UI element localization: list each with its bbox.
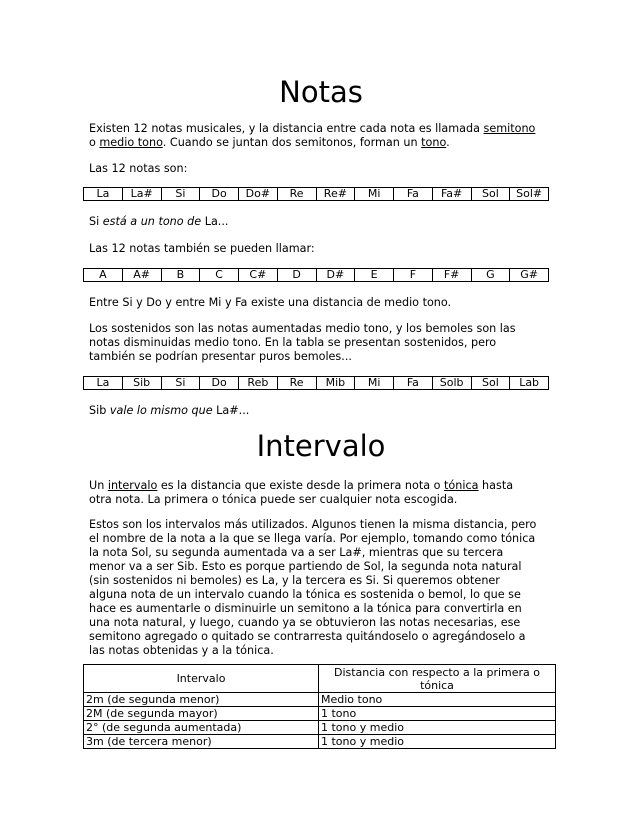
note-cell: Sol: [471, 377, 510, 390]
intervals-table: [83, 664, 556, 749]
note-cell: Lab: [510, 377, 549, 390]
table-row: [84, 269, 549, 282]
paragraph-medio-tono: Entre Si y Do y entre Mi y Fa existe una distancia de medio tono.: [89, 296, 452, 309]
interval-distance-cell: 1 tono y medio: [319, 721, 556, 735]
paragraph-sib: [89, 404, 553, 418]
text: Existen 12 notas musicales, y la distancia entre cada nota es llamada: [89, 122, 484, 135]
paragraph-si-la: [89, 215, 553, 229]
text-italic: está a un tono de: [102, 215, 202, 228]
link-tonica[interactable]: tónica: [444, 479, 479, 492]
text: .: [446, 136, 450, 149]
text: o: [89, 136, 100, 149]
link-medio-tono[interactable]: medio tono: [99, 136, 163, 149]
note-cell: Si: [161, 188, 200, 201]
note-cell: Fa#: [432, 188, 471, 201]
table-row: [84, 735, 556, 749]
interval-distance-cell: 1 tono y medio: [319, 735, 556, 749]
note-cell: A: [84, 269, 123, 282]
note-cell: Do#: [239, 188, 278, 201]
title-notas: Notas: [279, 75, 363, 109]
note-cell: La: [84, 377, 123, 390]
note-cell: E: [355, 269, 394, 282]
text-italic: vale lo mismo que: [109, 404, 213, 417]
link-tono[interactable]: tono: [421, 136, 447, 149]
note-cell: G#: [510, 269, 549, 282]
note-cell: A#: [122, 269, 161, 282]
note-cell: G: [471, 269, 510, 282]
text: Un: [89, 479, 108, 492]
note-cell: Mib: [316, 377, 355, 390]
interval-name-cell: 2° (de segunda aumentada): [84, 721, 319, 735]
text: Los sostenidos son las notas aumentadas medio tono, y los bemoles son las: [89, 322, 516, 335]
interval-distance-cell: Medio tono: [319, 693, 556, 707]
text: La...: [201, 215, 229, 228]
text: Si: [89, 215, 103, 228]
note-cell: D#: [316, 269, 355, 282]
note-cell: Mi: [355, 377, 394, 390]
note-cell: Sol: [471, 188, 510, 201]
note-cell: B: [161, 269, 200, 282]
text-line: el nombre de la nota a la que se llega varía. Por ejemplo, tomando como tónica: [89, 532, 536, 545]
note-cell: Re: [277, 188, 316, 201]
interval-name-cell: 2M (de segunda mayor): [84, 707, 319, 721]
note-cell: Fa: [394, 377, 433, 390]
link-semitono[interactable]: semitono: [483, 122, 536, 135]
text: . Cuando se juntan dos semitonos, forman un: [162, 136, 422, 149]
note-cell: Solb: [432, 377, 471, 390]
text: hasta: [478, 479, 514, 492]
text-line: hace es aumentarle o disminuirle un semitono a la tónica para convertirla en: [89, 602, 522, 615]
text: Sib: [89, 404, 110, 417]
text-line: las notas obtenidas y a la tónica.: [89, 644, 274, 657]
notes-table-2: [83, 268, 549, 282]
notes-table-1: [83, 187, 549, 201]
table-row: [84, 693, 556, 707]
note-cell: Re#: [316, 188, 355, 201]
table-row: [84, 721, 556, 735]
table-header-row: [84, 665, 556, 693]
note-cell: C: [200, 269, 239, 282]
note-cell: Si: [161, 377, 200, 390]
note-cell: La: [84, 188, 123, 201]
note-cell: F#: [432, 269, 471, 282]
paragraph-notas-intro: Las 12 notas son:: [89, 162, 188, 175]
interval-distance-cell: 1 tono: [319, 707, 556, 721]
note-cell: C#: [239, 269, 278, 282]
paragraph-sostenidos: [89, 322, 553, 364]
text-line: la nota Sol, su segunda aumentada va a ser La#, mientras que su tercera: [89, 546, 504, 559]
text: también se podrían presentar puros bemoles...: [89, 350, 352, 363]
text: otra nota. La primera o tónica puede ser cualquier nota escogida.: [89, 493, 458, 506]
note-cell: Fa: [394, 188, 433, 201]
link-intervalo[interactable]: intervalo: [107, 479, 158, 492]
text-line: una nota natural, y luego, cuando ya se obtuvieron las notas necesarias, ese: [89, 616, 521, 629]
interval-name-cell: 3m (de tercera menor): [84, 735, 319, 749]
notes-table-3: [83, 376, 549, 390]
note-cell: Do: [200, 188, 239, 201]
text: notas disminuidas medio tono. En la tabla se presentan sostenidos, pero: [89, 336, 497, 349]
note-cell: Do: [200, 377, 239, 390]
text: La#...: [212, 404, 250, 417]
note-cell: F: [394, 269, 433, 282]
note-cell: D: [277, 269, 316, 282]
note-cell: La#: [122, 188, 161, 201]
paragraph-notas-alt: Las 12 notas también se pueden llamar:: [89, 242, 315, 255]
note-cell: Re: [277, 377, 316, 390]
table-row: [84, 707, 556, 721]
paragraph-intervalo-def: [89, 479, 553, 507]
paragraph-semitono: [89, 122, 553, 150]
text: es la distancia que existe desde la primera nota o: [157, 479, 445, 492]
text-line: alguna nota de un intervalo cuando la tónica es sostenida o bemol, lo que se: [89, 588, 521, 601]
text-line: (sin sostenidos ni bemoles) es La, y la tercera es Si. Si queremos obtener: [89, 574, 500, 587]
table-row: [84, 377, 549, 390]
header-intervalo: Intervalo: [84, 665, 319, 693]
title-intervalo: Intervalo: [256, 429, 386, 463]
text-line: menor va a ser Sib. Esto es porque partiendo de Sol, la segunda nota natural: [89, 560, 522, 573]
text-line: semitono agregado o quitado se contrarresta quitándoselo o agregándoselo a: [89, 630, 526, 643]
header-distancia: Distancia con respecto a la primera o tónica: [319, 665, 556, 693]
note-cell: Sol#: [510, 188, 549, 201]
interval-name-cell: 2m (de segunda menor): [84, 693, 319, 707]
note-cell: Mi: [355, 188, 394, 201]
paragraph-intervalos-explicacion: [89, 518, 553, 658]
note-cell: Reb: [239, 377, 278, 390]
table-row: [84, 188, 549, 201]
text-line: Estos son los intervalos más utilizados. Algunos tienen la misma distancia, pero: [89, 518, 537, 531]
note-cell: Sib: [122, 377, 161, 390]
